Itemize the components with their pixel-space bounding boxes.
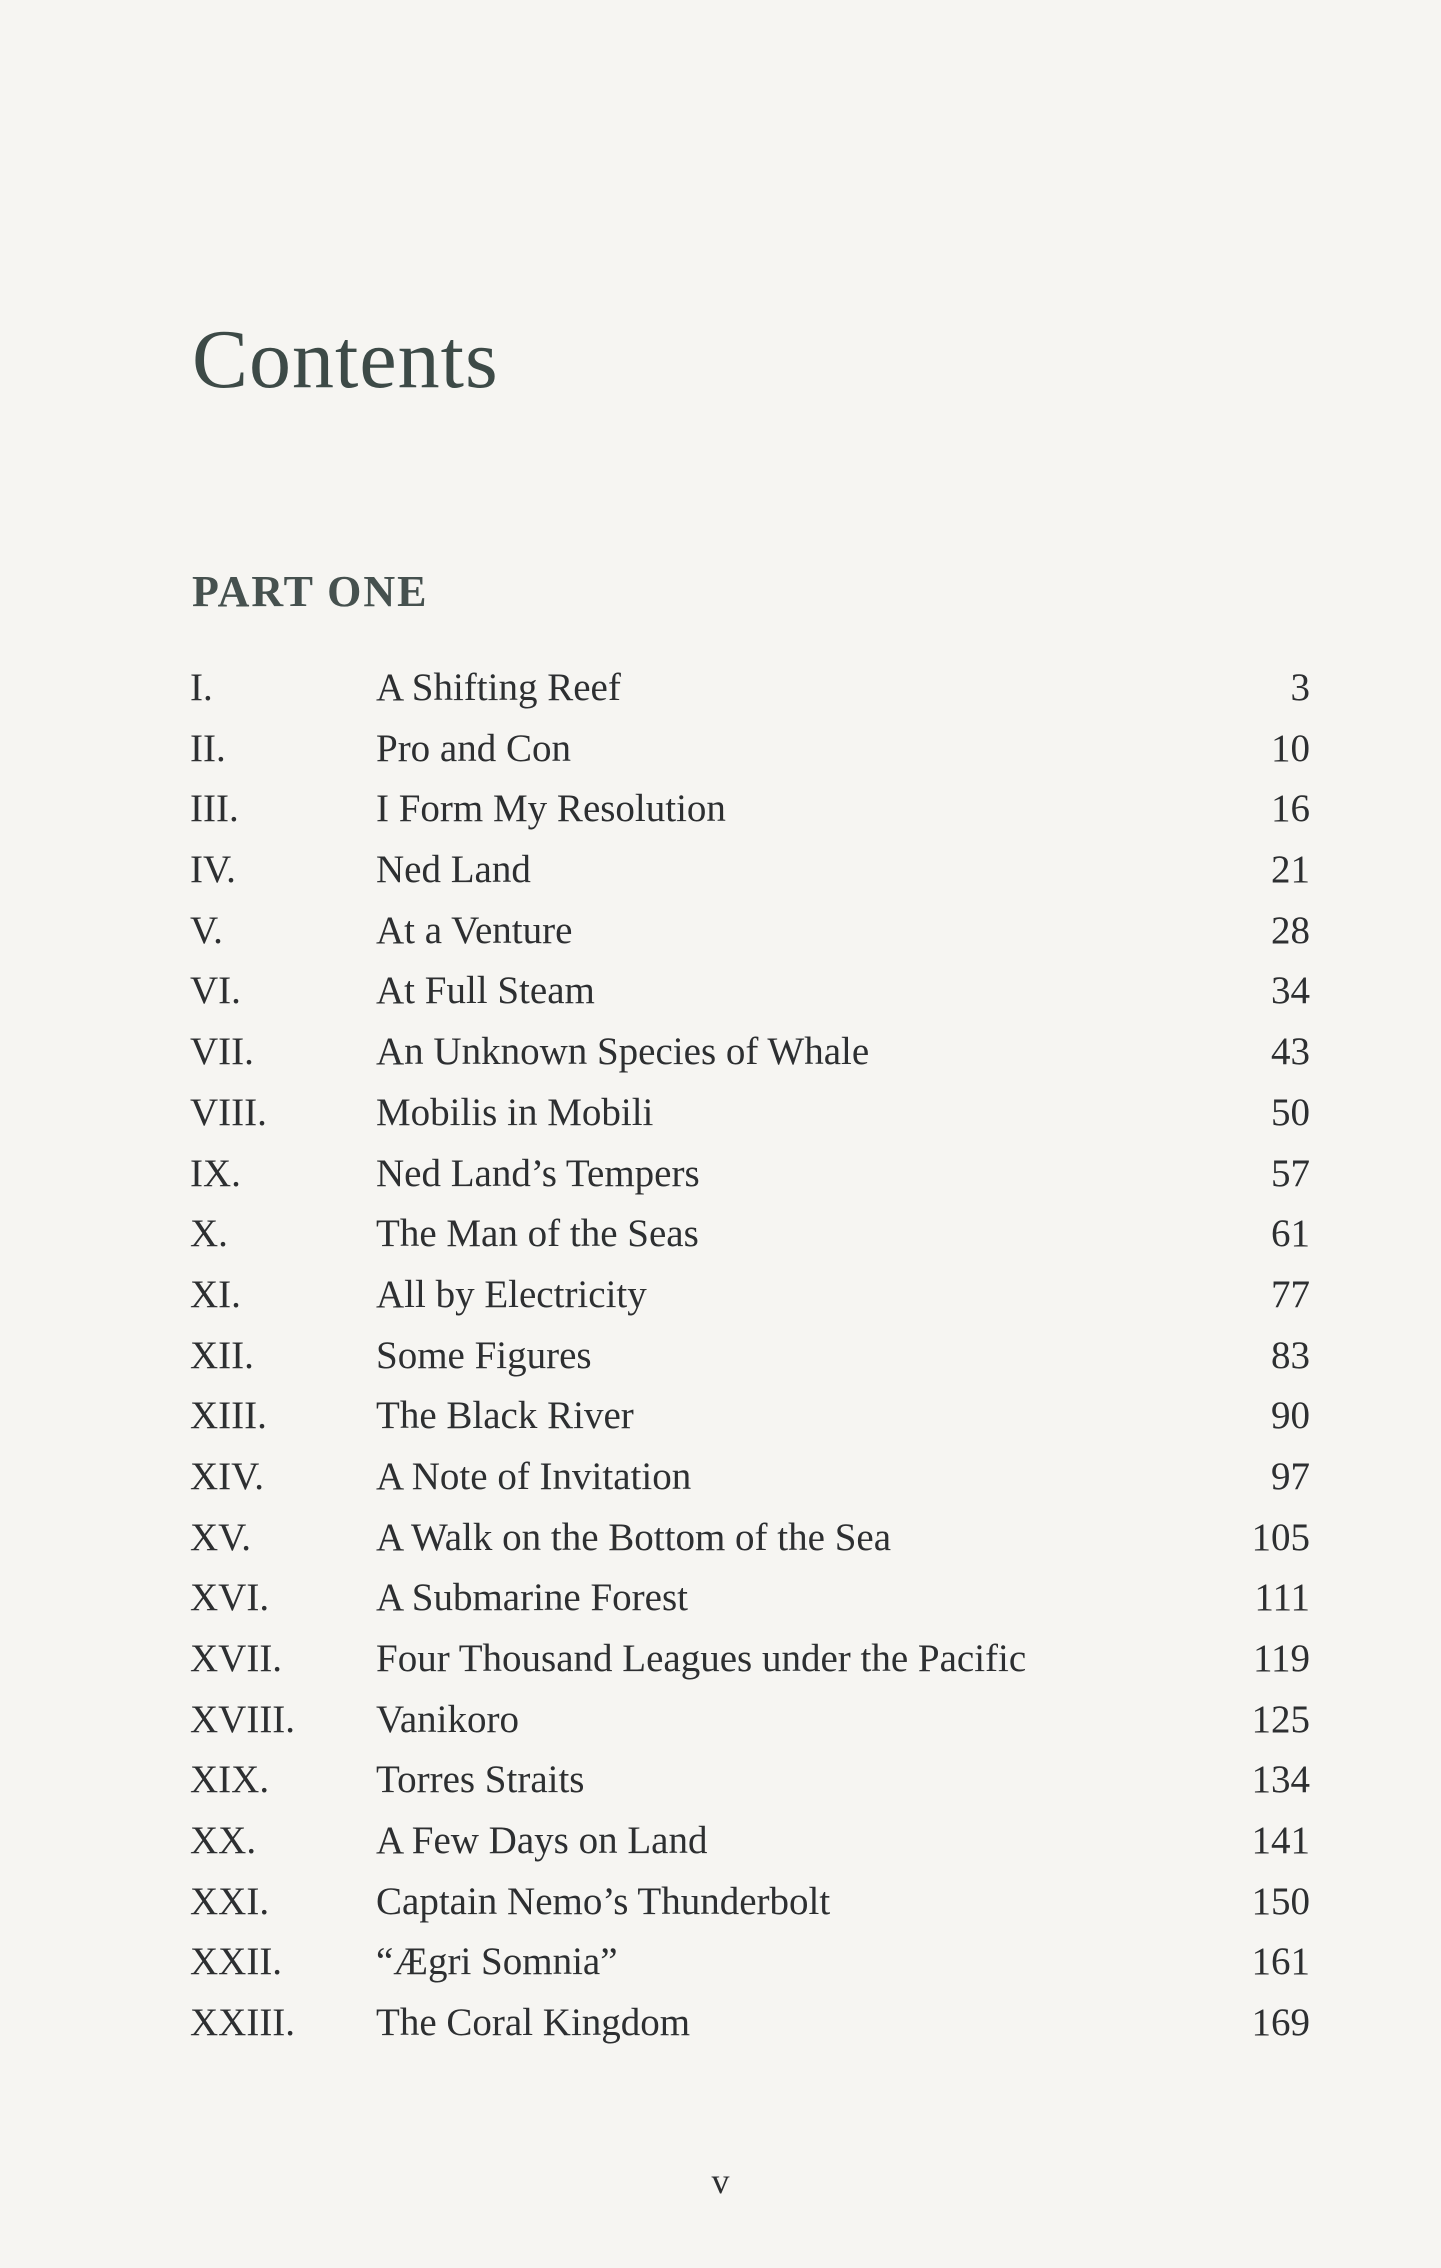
toc-entry <box>184 719 1310 780</box>
page-number: 57 <box>1271 1151 1310 1195</box>
part-heading: PART ONE <box>192 567 429 616</box>
chapter-number: XX. <box>190 1819 257 1863</box>
chapter-number: VI. <box>190 969 241 1013</box>
chapter-title: Ned Land’s Tempers <box>376 1151 700 1195</box>
page-number: 97 <box>1271 1454 1310 1498</box>
chapter-title: All by Electricity <box>376 1272 647 1316</box>
page-number: 105 <box>1251 1515 1310 1559</box>
chapter-number: X. <box>190 1212 228 1256</box>
chapter-title: A Shifting Reef <box>376 666 621 709</box>
toc-entry <box>184 1568 1310 1629</box>
chapter-title: Some Figures <box>376 1333 592 1377</box>
chapter-number: XIX. <box>190 1758 270 1802</box>
chapter-number: VIII. <box>190 1090 267 1134</box>
page-number: 10 <box>1271 726 1310 770</box>
chapter-title: Captain Nemo’s Thunderbolt <box>376 1879 831 1923</box>
page-number: 161 <box>1251 1940 1310 1984</box>
chapter-number: XV. <box>190 1515 252 1559</box>
chapter-number: V. <box>190 908 223 952</box>
toc-entry <box>184 1083 1310 1144</box>
chapter-number: XVI. <box>190 1576 270 1620</box>
toc-entry <box>184 1447 1310 1508</box>
chapter-title: “Ægri Somnia” <box>376 1940 618 1984</box>
page-number: 134 <box>1251 1758 1310 1802</box>
toc-entry <box>184 1265 1310 1326</box>
page-number: 61 <box>1271 1212 1310 1256</box>
page-number: 77 <box>1271 1272 1310 1316</box>
chapter-title: Torres Straits <box>376 1758 585 1802</box>
chapter-title: A Submarine Forest <box>376 1576 688 1620</box>
chapter-title: Four Thousand Leagues under the Pacific <box>376 1637 1027 1680</box>
chapter-number: XVII. <box>190 1637 283 1680</box>
toc-entry <box>184 1629 1310 1690</box>
page-number: 21 <box>1271 848 1310 892</box>
page-number: 169 <box>1251 2001 1310 2045</box>
toc-entry <box>184 1872 1310 1933</box>
chapter-title: Vanikoro <box>376 1697 519 1741</box>
toc-entry <box>184 658 1310 719</box>
chapter-number: IV. <box>190 848 236 892</box>
toc-entry <box>184 1326 1310 1387</box>
chapter-title: Mobilis in Mobili <box>376 1090 654 1134</box>
chapter-title: I Form My Resolution <box>376 787 726 831</box>
toc-entry <box>184 1750 1310 1811</box>
chapter-number: XXI. <box>190 1879 270 1923</box>
chapter-number: XIV. <box>190 1454 265 1498</box>
chapter-number: XII. <box>190 1333 254 1377</box>
chapter-title: The Man of the Seas <box>376 1212 699 1256</box>
chapter-title: The Coral Kingdom <box>376 2001 691 2045</box>
page-number: 28 <box>1271 908 1310 952</box>
page-title: Contents <box>192 313 499 406</box>
chapter-number: XXII. <box>190 1940 283 1984</box>
chapter-title: An Unknown Species of Whale <box>376 1030 870 1074</box>
page-number: 3 <box>1290 666 1310 709</box>
chapter-number: XI. <box>190 1272 241 1316</box>
page-number: 16 <box>1271 787 1310 831</box>
table-of-contents <box>184 658 1310 2054</box>
toc-entry <box>184 1386 1310 1447</box>
chapter-title: The Black River <box>376 1394 634 1438</box>
chapter-title: A Walk on the Bottom of the Sea <box>376 1515 891 1559</box>
chapter-title: Pro and Con <box>376 726 571 770</box>
page-number: 141 <box>1251 1819 1310 1863</box>
toc-entry <box>184 779 1310 840</box>
page-number: 119 <box>1252 1637 1310 1680</box>
chapter-number: XVIII. <box>190 1697 296 1741</box>
chapter-number: XXIII. <box>190 2001 296 2045</box>
page-number: 83 <box>1271 1333 1310 1377</box>
chapter-title: A Note of Invitation <box>376 1454 692 1498</box>
page-number: 90 <box>1271 1394 1310 1438</box>
toc-entry <box>184 961 1310 1022</box>
chapter-title: At Full Steam <box>376 969 595 1013</box>
chapter-number: II. <box>190 726 226 770</box>
chapter-title: A Few Days on Land <box>376 1819 708 1863</box>
chapter-number: III. <box>190 787 239 831</box>
chapter-number: XIII. <box>190 1394 267 1438</box>
toc-entry <box>184 1811 1310 1872</box>
page-number: 43 <box>1271 1030 1310 1074</box>
page-number: 50 <box>1271 1090 1310 1134</box>
toc-entry <box>184 1144 1310 1205</box>
chapter-title: Ned Land <box>376 848 531 892</box>
toc-entry <box>184 1690 1310 1751</box>
toc-entry <box>184 1508 1310 1569</box>
chapter-number: IX. <box>190 1151 241 1195</box>
page-number: 125 <box>1251 1697 1310 1741</box>
toc-entry <box>184 1993 1310 2054</box>
toc-entry <box>184 1204 1310 1265</box>
page-number: 150 <box>1251 1879 1310 1923</box>
toc-entry <box>184 1022 1310 1083</box>
chapter-number: VII. <box>190 1030 254 1074</box>
toc-entry <box>184 840 1310 901</box>
chapter-number: I. <box>190 666 213 709</box>
chapter-title: At a Venture <box>376 908 573 952</box>
toc-entry <box>184 901 1310 962</box>
page-number: 34 <box>1271 969 1310 1013</box>
page-number: 111 <box>1254 1576 1310 1620</box>
toc-entry <box>184 1932 1310 1993</box>
folio-page-number: v <box>711 2161 730 2201</box>
